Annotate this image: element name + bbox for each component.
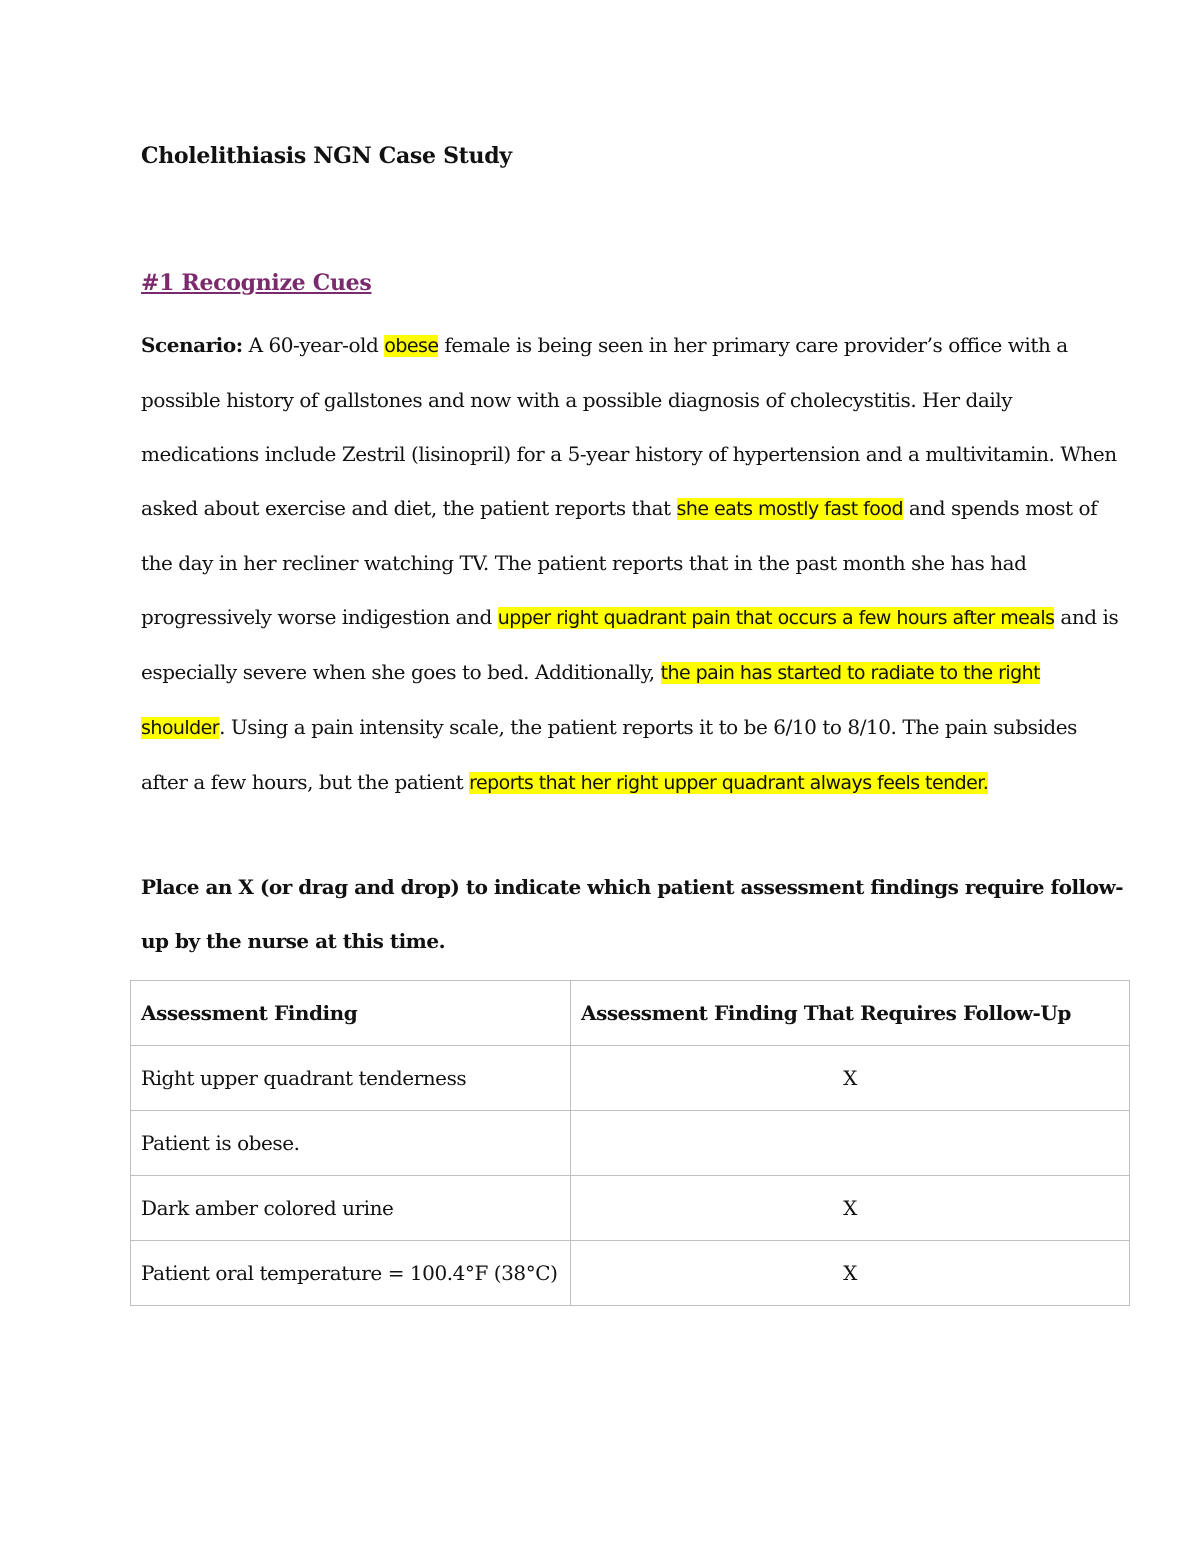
column-header-finding: Assessment Finding (131, 981, 571, 1046)
highlight-ruq-pain: upper right quadrant pain that occurs a few hours after meals (497, 607, 1055, 629)
document-title: Cholelithiasis NGN Case Study (141, 143, 512, 169)
table-header-row (131, 981, 1130, 1046)
scenario-text-5: . Using a pain intensity scale, the patient reports it to be 6/10 to 8/10. The pain subsides after a few hours, but the patient (141, 715, 1077, 794)
finding-cell: Patient oral temperature = 100.4°F (38°C) (131, 1241, 571, 1306)
table-row (131, 1241, 1130, 1306)
follow-up-mark-cell[interactable]: X (571, 1176, 1130, 1241)
finding-cell: Right upper quadrant tenderness (131, 1046, 571, 1111)
highlight-ruq-tender: reports that her right upper quadrant always feels tender. (469, 772, 989, 794)
follow-up-mark-cell[interactable] (571, 1111, 1130, 1176)
section-heading-recognize-cues: #1 Recognize Cues (141, 270, 372, 296)
column-header-follow-up: Assessment Finding That Requires Follow-Up (571, 981, 1130, 1046)
scenario-paragraph (141, 318, 1126, 810)
highlight-radiating-pain: the pain has started to radiate to the right shoulder (141, 662, 1041, 739)
scenario-text-4: and is especially severe when she goes to bed. Additionally, (141, 605, 1119, 684)
table-row (131, 1111, 1130, 1176)
scenario-text-2: female is being seen in her primary care provider’s office with a possible history of gallstones and now with a possible diagnosis of cholecystitis. Her daily medications include Zestril (lisinopril) for a 5-year history of hypertension and a multivitamin. When asked about exercise and diet, the patient reports that (141, 333, 1117, 520)
follow-up-mark-cell[interactable]: X (571, 1046, 1130, 1111)
table-row (131, 1046, 1130, 1111)
highlight-fast-food: she eats mostly fast food (676, 498, 903, 520)
question-prompt: Place an X (or drag and drop) to indicate which patient assessment findings require follow-up by the nurse at this time. (141, 875, 1123, 953)
scenario-text-3: and spends most of the day in her recliner watching TV. The patient reports that in the past month she has had progressively worse indigestion and (141, 496, 1098, 629)
highlight-obese: obese (384, 335, 439, 357)
finding-cell: Dark amber colored urine (131, 1176, 571, 1241)
follow-up-mark-cell[interactable]: X (571, 1241, 1130, 1306)
scenario-label: Scenario: (141, 333, 243, 357)
finding-cell: Patient is obese. (131, 1111, 571, 1176)
assessment-findings-table (130, 980, 1130, 1306)
scenario-text-1: A 60-year-old (242, 333, 385, 357)
table-row (131, 1176, 1130, 1241)
